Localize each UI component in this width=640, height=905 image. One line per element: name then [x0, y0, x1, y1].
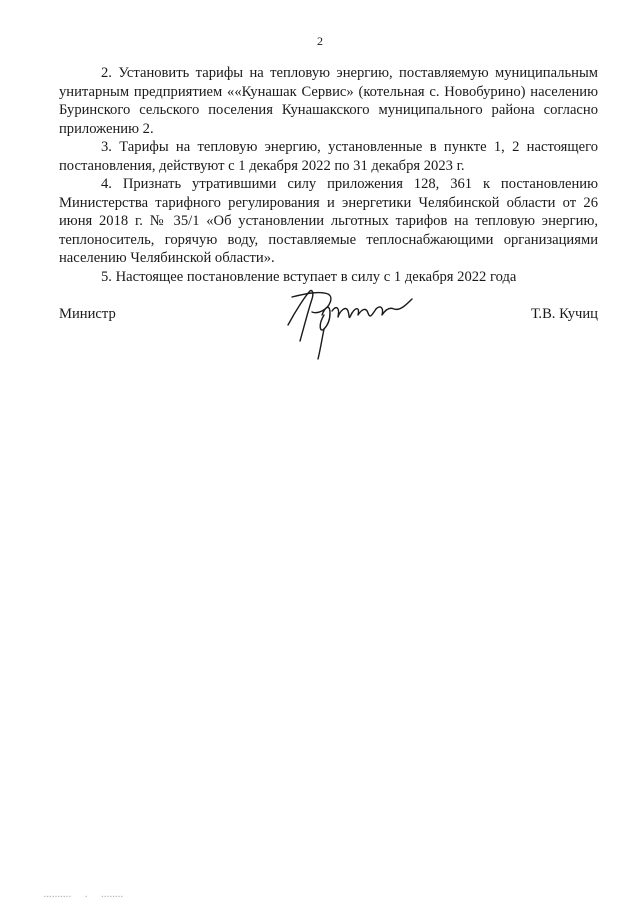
footer-marks: ▪▪▪▪▪▪▪▪▪▪ ▪ ▪▪▪▪▪▪▪▪: [44, 895, 124, 900]
paragraph-3: 3. Тарифы на тепловую энергию, установленные в пункте 1, 2 настоящего постановления, действуют с 1 декабря 2022 по 31 декабря 2023 г.: [59, 139, 598, 174]
document-body: [59, 64, 598, 286]
signer-role: Министр: [59, 306, 116, 322]
paragraph-2: 2. Установить тарифы на тепловую энергию, поставляемую муниципальным унитарным предприятием ««Кунашак Сервис» (котельная с. Новобурино) населению Буринского сельского поселения Кунашакского муниципального района согласно приложению 2.: [59, 65, 598, 137]
handwritten-signature: [278, 285, 418, 365]
paragraph-5: 5. Настоящее постановление вступает в силу с 1 декабря 2022 года: [101, 268, 517, 285]
paragraph-4: 4. Признать утратившими силу приложения 128, 361 к постановлению Министерства тарифного регулирования и энергетики Челябинской области от 26 июня 2018 г. № 35/1 «Об установлении льготных тарифов на тепловую энергию, теплоноситель, горячую воду, поставляемые теплоснабжающими организациями населению Челябинской области».: [59, 176, 598, 266]
signer-name: Т.В. Кучиц: [530, 306, 598, 322]
page-number: 2: [317, 34, 323, 48]
